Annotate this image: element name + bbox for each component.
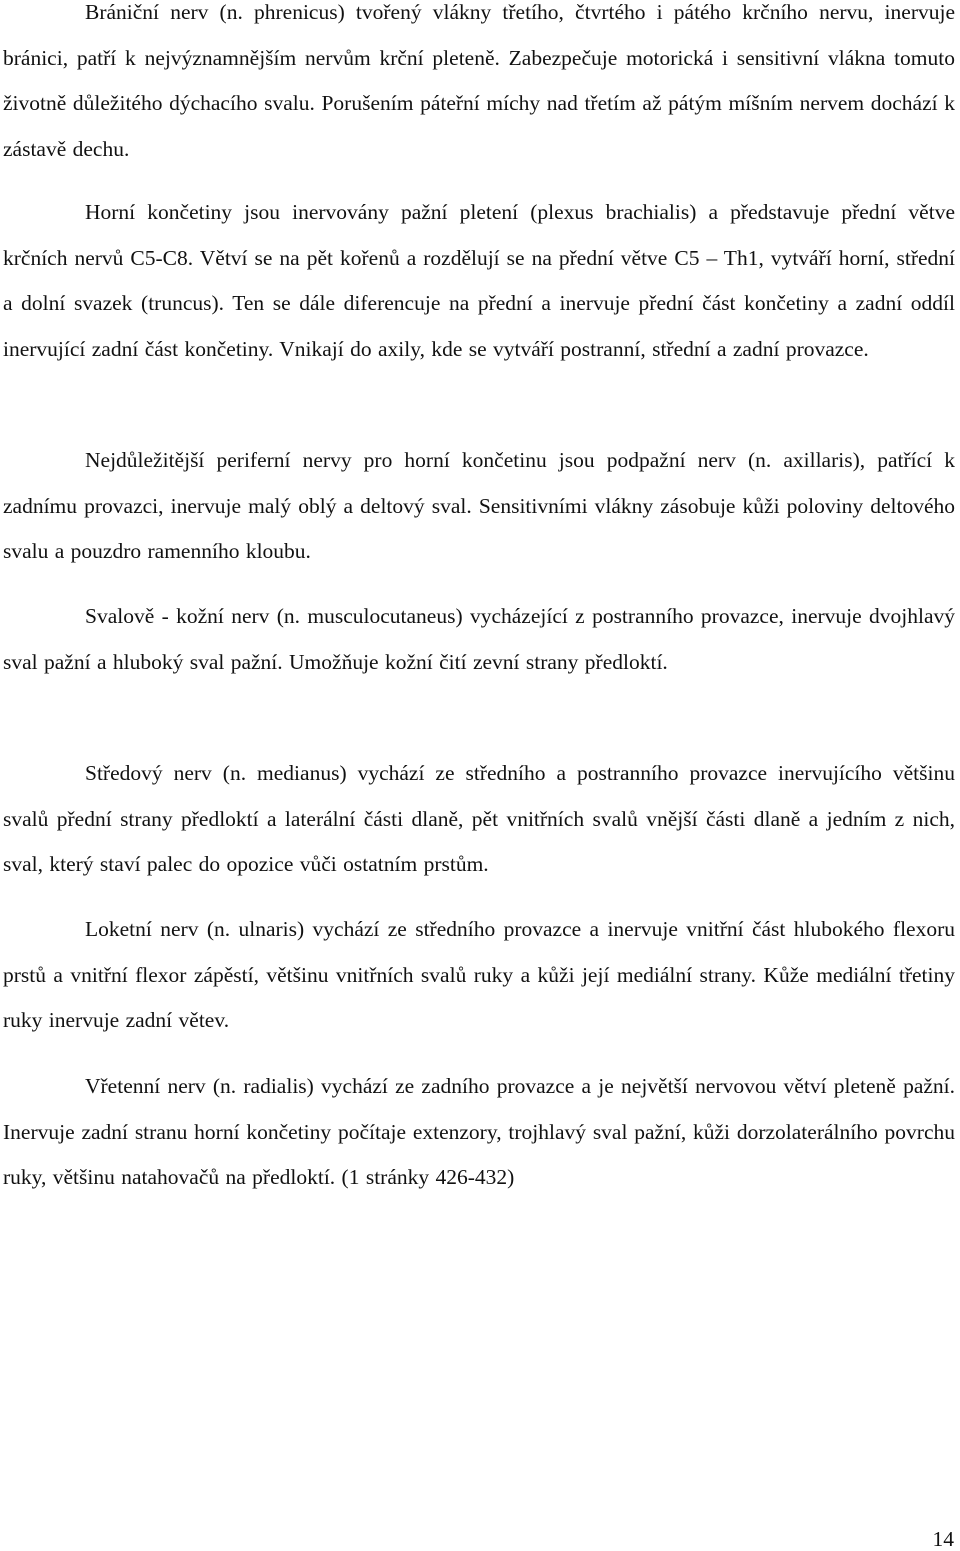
paragraph-axillary-nerve: Nejdůležitější periferní nervy pro horní končetinu jsou podpažní nerv (n. axillaris), patřící k zadnímu provazci, inervuje malý oblý a deltový sval. Sensitivními vlákny zásobuje kůži poloviny deltového svalu a pouzdro ramenního kloubu. (3, 448, 955, 563)
paragraph-ulnar-nerve: Loketní nerv (n. ulnaris) vychází ze středního provazce a inervuje vnitřní část hlubokého flexoru prstů a vnitřní flexor zápěstí, většinu vnitřních svalů ruky a kůži její mediální strany. Kůže mediální třetiny ruky inervuje zadní větev. (3, 917, 955, 1032)
paragraph-phrenic-nerve: Brániční nerv (n. phrenicus) tvořený vlákny třetího, čtvrtého i pátého krčního nervu, inervuje bránici, patří k nejvýznamnějším nervům krční pleteně. Zabezpečuje motorická i sensitivní vlákna tomuto životně důležitého dýchacího svalu. Porušením páteřní míchy nad třetím až pátým míšním nervem dochází k zástavě dechu. (3, 0, 955, 161)
paragraph-brachial-plexus: Horní končetiny jsou inervovány pažní pletení (plexus brachialis) a představuje přední větve krčních nervů C5-C8. Větví se na pět kořenů a rozdělují se na přední větve C5 – Th1, vytváří horní, střední a dolní svazek (truncus). Ten se dále diferencuje na přední a inervuje přední část končetiny a zadní oddíl inervující zadní část končetiny. Vnikají do axily, kde se vytváří postranní, střední a zadní provazce. (3, 200, 955, 361)
paragraph-musculocutaneous-nerve: Svalově - kožní nerv (n. musculocutaneus) vycházející z postranního provazce, inervuje dvojhlavý sval pažní a hluboký sval pažní. Umožňuje kožní čití zevní strany předloktí. (3, 604, 955, 674)
paragraph-median-nerve: Středový nerv (n. medianus) vychází ze středního a postranního provazce inervujícího většinu svalů přední strany předloktí a laterální části dlaně, pět vnitřních svalů vnější části dlaně a jedním z nich, sval, který staví palec do opozice vůči ostatním prstům. (3, 761, 955, 876)
page-number: 14 (932, 1527, 954, 1551)
paragraph-radial-nerve: Vřetenní nerv (n. radialis) vychází ze zadního provazce a je největší nervovou větví pleteně pažní. Inervuje zadní stranu horní končetiny počítaje extenzory, trojhlavý sval pažní, kůži dorzolaterálního povrchu ruky, většinu natahovačů na předloktí. (1 stránky 426-432) (3, 1074, 955, 1189)
